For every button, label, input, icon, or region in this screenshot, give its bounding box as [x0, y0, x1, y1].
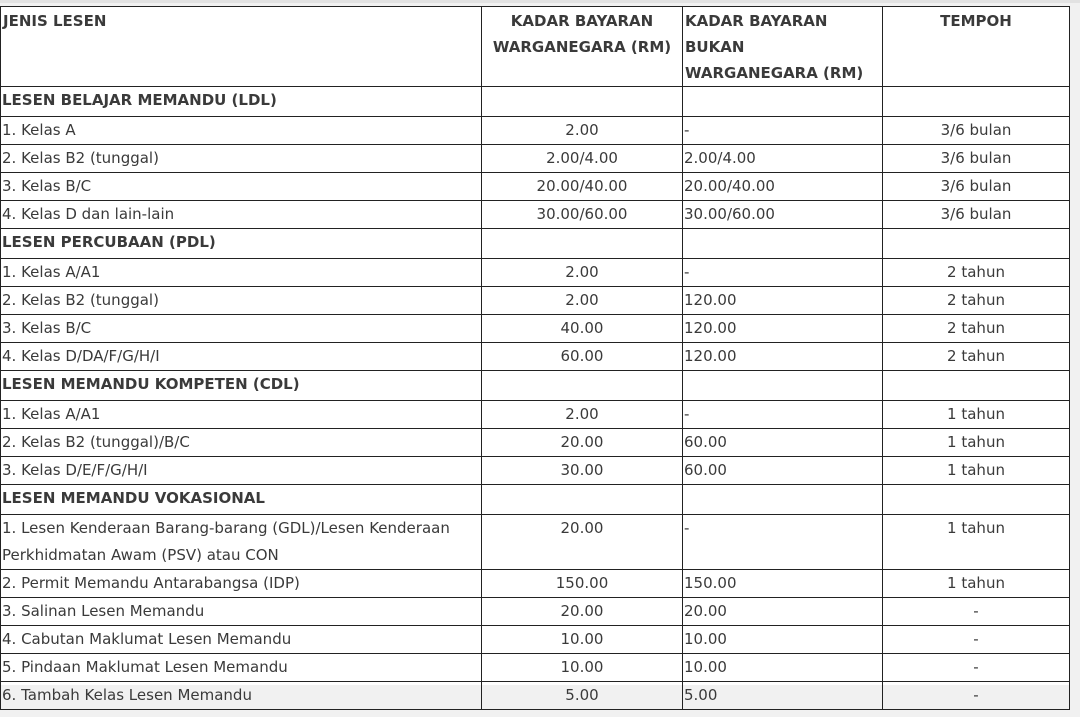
cell-jenis-lesen: 3. Salinan Lesen Memandu: [1, 598, 482, 626]
table-row: [1, 515, 1070, 570]
fee-table-container: [0, 6, 1069, 704]
empty-cell: [482, 371, 683, 401]
cell-kadar-warganegara: 10.00: [482, 626, 683, 654]
section-row: [1, 485, 1070, 515]
cell-kadar-bukan-warganegara: -: [683, 117, 883, 145]
cell-tempoh: 1 tahun: [883, 401, 1070, 429]
cell-tempoh: -: [883, 682, 1070, 710]
empty-cell: [883, 87, 1070, 117]
cell-kadar-warganegara: 60.00: [482, 343, 683, 371]
cell-jenis-lesen: 1. Lesen Kenderaan Barang-barang (GDL)/Lesen Kenderaan Perkhidmatan Awam (PSV) atau CON: [1, 515, 482, 570]
cell-jenis-lesen: 2. Kelas B2 (tunggal): [1, 145, 482, 173]
header-jenis-lesen: JENIS LESEN: [1, 7, 482, 87]
table-row: [1, 654, 1070, 682]
empty-cell: [482, 229, 683, 259]
cell-tempoh: 2 tahun: [883, 259, 1070, 287]
cell-kadar-bukan-warganegara: 150.00: [683, 570, 883, 598]
cell-tempoh: 1 tahun: [883, 515, 1070, 570]
cell-kadar-warganegara: 20.00: [482, 429, 683, 457]
table-row: [1, 173, 1070, 201]
cell-kadar-warganegara: 40.00: [482, 315, 683, 343]
cell-kadar-bukan-warganegara: 30.00/60.00: [683, 201, 883, 229]
cell-jenis-lesen: 3. Kelas B/C: [1, 173, 482, 201]
section-row: [1, 87, 1070, 117]
table-row: [1, 682, 1070, 710]
table-row: [1, 457, 1070, 485]
top-divider: [0, 0, 1080, 3]
table-row: [1, 570, 1070, 598]
cell-jenis-lesen: 5. Pindaan Maklumat Lesen Memandu: [1, 654, 482, 682]
cell-kadar-warganegara: 5.00: [482, 682, 683, 710]
empty-cell: [883, 371, 1070, 401]
cell-tempoh: 3/6 bulan: [883, 173, 1070, 201]
cell-kadar-bukan-warganegara: 60.00: [683, 429, 883, 457]
license-fee-table: [0, 6, 1070, 710]
cell-kadar-bukan-warganegara: 60.00: [683, 457, 883, 485]
table-row: [1, 401, 1070, 429]
cell-kadar-warganegara: 30.00: [482, 457, 683, 485]
cell-kadar-bukan-warganegara: 120.00: [683, 315, 883, 343]
cell-tempoh: 3/6 bulan: [883, 117, 1070, 145]
empty-cell: [683, 485, 883, 515]
cell-tempoh: -: [883, 654, 1070, 682]
cell-kadar-warganegara: 2.00: [482, 287, 683, 315]
empty-cell: [883, 229, 1070, 259]
cell-kadar-warganegara: 30.00/60.00: [482, 201, 683, 229]
cell-jenis-lesen: 3. Kelas D/E/F/G/H/I: [1, 457, 482, 485]
cell-kadar-warganegara: 2.00: [482, 259, 683, 287]
cell-tempoh: 3/6 bulan: [883, 201, 1070, 229]
section-row: [1, 371, 1070, 401]
empty-cell: [683, 87, 883, 117]
cell-kadar-bukan-warganegara: 10.00: [683, 626, 883, 654]
cell-tempoh: 2 tahun: [883, 315, 1070, 343]
cell-jenis-lesen: 4. Kelas D dan lain-lain: [1, 201, 482, 229]
empty-cell: [683, 371, 883, 401]
table-row: [1, 626, 1070, 654]
cell-kadar-warganegara: 20.00: [482, 515, 683, 570]
table-row: [1, 117, 1070, 145]
section-title: LESEN MEMANDU KOMPETEN (CDL): [1, 371, 482, 401]
cell-kadar-warganegara: 2.00: [482, 401, 683, 429]
cell-kadar-bukan-warganegara: 5.00: [683, 682, 883, 710]
table-row: [1, 315, 1070, 343]
cell-tempoh: 1 tahun: [883, 570, 1070, 598]
section-title: LESEN PERCUBAAN (PDL): [1, 229, 482, 259]
cell-tempoh: -: [883, 598, 1070, 626]
cell-jenis-lesen: 3. Kelas B/C: [1, 315, 482, 343]
cell-jenis-lesen: 2. Kelas B2 (tunggal): [1, 287, 482, 315]
cell-tempoh: 2 tahun: [883, 343, 1070, 371]
cell-jenis-lesen: 4. Kelas D/DA/F/G/H/I: [1, 343, 482, 371]
cell-kadar-bukan-warganegara: 20.00: [683, 598, 883, 626]
table-header-row: [1, 7, 1070, 87]
empty-cell: [883, 485, 1070, 515]
cell-jenis-lesen: 1. Kelas A/A1: [1, 259, 482, 287]
table-row: [1, 598, 1070, 626]
cell-kadar-warganegara: 10.00: [482, 654, 683, 682]
cell-kadar-warganegara: 2.00: [482, 117, 683, 145]
section-title: LESEN BELAJAR MEMANDU (LDL): [1, 87, 482, 117]
table-row: [1, 145, 1070, 173]
empty-cell: [482, 87, 683, 117]
cell-kadar-warganegara: 150.00: [482, 570, 683, 598]
header-tempoh: TEMPOH: [883, 7, 1070, 87]
cell-tempoh: -: [883, 626, 1070, 654]
table-row: [1, 429, 1070, 457]
cell-tempoh: 2 tahun: [883, 287, 1070, 315]
cell-tempoh: 1 tahun: [883, 457, 1070, 485]
cell-kadar-warganegara: 20.00/40.00: [482, 173, 683, 201]
cell-kadar-bukan-warganegara: 10.00: [683, 654, 883, 682]
header-kadar-warganegara: KADAR BAYARAN WARGANEGARA (RM): [482, 7, 683, 87]
table-row: [1, 343, 1070, 371]
table-row: [1, 287, 1070, 315]
cell-kadar-bukan-warganegara: 120.00: [683, 343, 883, 371]
empty-cell: [683, 229, 883, 259]
cell-kadar-bukan-warganegara: 20.00/40.00: [683, 173, 883, 201]
cell-jenis-lesen: 6. Tambah Kelas Lesen Memandu: [1, 682, 482, 710]
header-kadar-bukan-warganegara: KADAR BAYARAN BUKAN WARGANEGARA (RM): [683, 7, 883, 87]
table-row: [1, 259, 1070, 287]
cell-tempoh: 3/6 bulan: [883, 145, 1070, 173]
empty-cell: [482, 485, 683, 515]
cell-kadar-bukan-warganegara: 2.00/4.00: [683, 145, 883, 173]
cell-kadar-bukan-warganegara: -: [683, 515, 883, 570]
cell-jenis-lesen: 1. Kelas A/A1: [1, 401, 482, 429]
cell-tempoh: 1 tahun: [883, 429, 1070, 457]
cell-jenis-lesen: 1. Kelas A: [1, 117, 482, 145]
cell-jenis-lesen: 4. Cabutan Maklumat Lesen Memandu: [1, 626, 482, 654]
table-row: [1, 201, 1070, 229]
cell-kadar-bukan-warganegara: -: [683, 259, 883, 287]
cell-kadar-bukan-warganegara: -: [683, 401, 883, 429]
cell-jenis-lesen: 2. Kelas B2 (tunggal)/B/C: [1, 429, 482, 457]
cell-jenis-lesen: 2. Permit Memandu Antarabangsa (IDP): [1, 570, 482, 598]
cell-kadar-bukan-warganegara: 120.00: [683, 287, 883, 315]
cell-kadar-warganegara: 20.00: [482, 598, 683, 626]
cell-kadar-warganegara: 2.00/4.00: [482, 145, 683, 173]
section-row: [1, 229, 1070, 259]
section-title: LESEN MEMANDU VOKASIONAL: [1, 485, 482, 515]
table-body: [1, 87, 1070, 710]
